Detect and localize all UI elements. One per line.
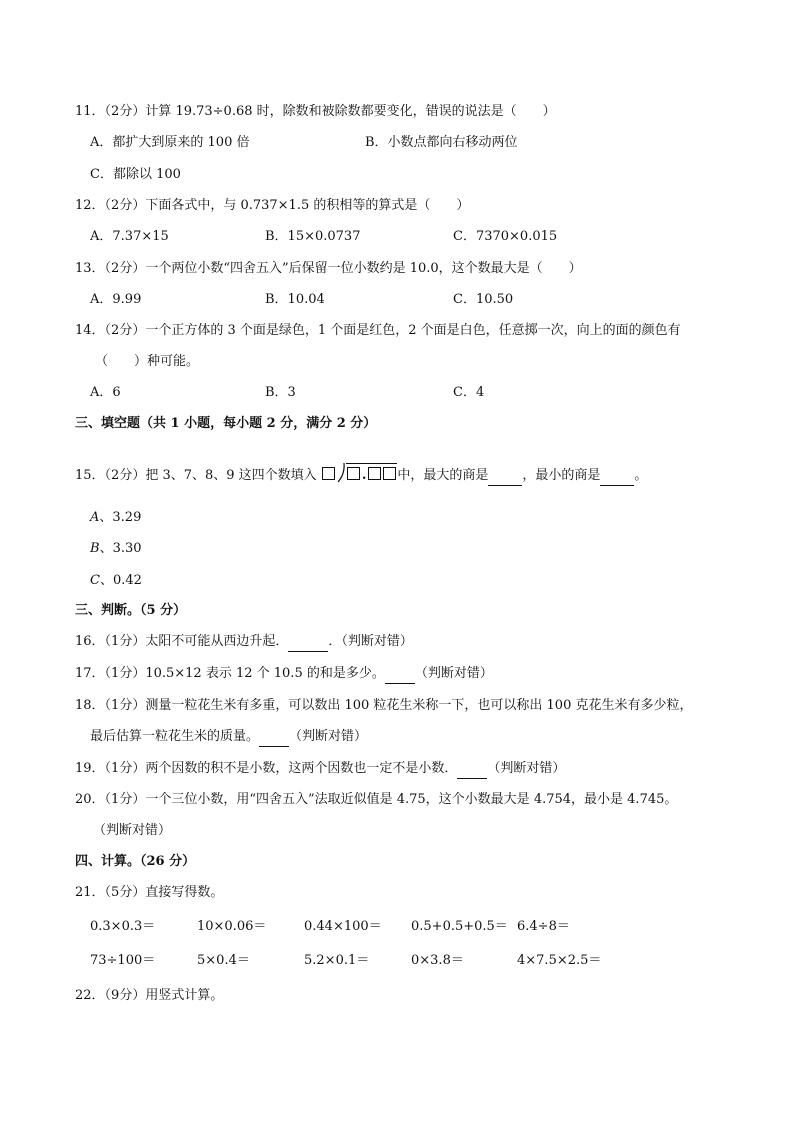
section-judge-heading: 三、判断。（5 分） (75, 603, 187, 618)
question-13-stem: 13．（2分）一个两位小数“四舍五入”后保留一位小数约是 10.0，这个数最大是（ ） (75, 261, 582, 276)
calc-item: 0×3.8＝ (411, 953, 464, 968)
question-15-suffix-3: 。 (634, 468, 648, 483)
dividend-under-vinculum (346, 463, 398, 485)
divisor-box (322, 467, 335, 480)
question-16: 16．（1分）太阳不可能从西边升起． ．（判断对错） (75, 633, 413, 652)
answer-blank-17[interactable] (385, 665, 415, 684)
answer-blank-min[interactable] (600, 467, 634, 486)
question-12-stem: 12．（2分）下面各式中，与 0.737×1.5 的积相等的算式是（ ） (75, 198, 470, 213)
answer-blank-18[interactable] (259, 728, 289, 747)
calc-item: 10×0.06＝ (197, 919, 267, 934)
decimal-point: . (361, 468, 367, 483)
question-18-continued: 最后估算一粒花生米的质量。 （判断对错） (90, 728, 367, 747)
question-15-line (75, 462, 647, 486)
calc-item: 73÷100＝ (90, 953, 156, 968)
question-19: 19．（1分）两个因数的积不是小数，这两个因数也一定不是小数． （判断对错） (75, 760, 565, 779)
question-15-suffix-1: 中，最大的商是 (397, 468, 489, 483)
question-18: 18．（1分）测量一粒花生米有多重，可以数出 100 粒花生米称一下，也可以称出 100 克花生米有多少粒， (75, 698, 693, 713)
dividend-box-1 (347, 467, 360, 480)
question-15-option-c: C、0.42 (90, 573, 142, 588)
division-bracket-icon (336, 462, 346, 484)
calc-item: 0.44×100＝ (304, 919, 382, 934)
question-14-option-c: C．4 (453, 385, 485, 400)
question-15-suffix-2: ，最小的商是 (522, 468, 601, 483)
dividend-box-2 (368, 467, 381, 480)
answer-blank-max[interactable] (488, 467, 522, 486)
question-14-option-a: A．6 (90, 385, 121, 400)
question-12-option-b: B．15×0.0737 (265, 229, 361, 244)
question-13-option-c: C．10.50 (453, 292, 514, 307)
question-11-stem: 11．（2分）计算 19.73÷0.68 时，除数和被除数都要变化，错误的说法是（ ） (75, 104, 556, 119)
question-11-option-c: C．都除以 100 (90, 167, 181, 182)
question-17: 17．（1分）10.5×12 表示 12 个 10.5 的和是多少。 （判断对错） (75, 665, 493, 684)
question-12-option-a: A．7.37×15 (90, 229, 169, 244)
question-13-option-a: A．9.99 (90, 292, 142, 307)
question-12-option-c: C．7370×0.015 (453, 229, 558, 244)
question-13-option-b: B．10.04 (265, 292, 325, 307)
answer-blank-19[interactable] (457, 760, 487, 779)
question-14-stem: 14．（2分）一个正方体的 3 个面是绿色，1 个面是红色，2 个面是白色，任意掷一次，向上的面的颜色有 (75, 323, 681, 338)
question-21-stem: 21．（5分）直接写得数。 (75, 885, 224, 900)
section-fill-in-heading: 三、填空题（共 1 小题，每小题 2 分，满分 2 分） (75, 416, 377, 431)
calc-item: 0.5+0.5+0.5＝ (411, 919, 508, 934)
question-20-continued: （判断对错） (93, 823, 172, 838)
question-15-option-b: B、3.30 (90, 541, 142, 556)
calc-item: 4×7.5×2.5＝ (517, 953, 602, 968)
dividend-box-3 (383, 467, 396, 480)
question-22-stem: 22．（9分）用竖式计算。 (75, 988, 224, 1003)
calc-item: 5×0.4＝ (197, 953, 250, 968)
question-11-option-a: A．都扩大到原来的 100 倍 (90, 135, 250, 150)
calc-item: 6.4÷8＝ (517, 919, 570, 934)
question-15-option-a: A、3.29 (90, 510, 142, 525)
question-14-option-b: B．3 (265, 385, 296, 400)
question-11-option-b: B．小数点都向右移动两位 (365, 135, 518, 150)
calc-item: 5.2×0.1＝ (304, 953, 370, 968)
answer-blank-16[interactable] (288, 633, 328, 652)
question-14-stem-continued: （ ）种可能。 (95, 354, 200, 369)
calc-item: 0.3×0.3＝ (90, 919, 156, 934)
question-20: 20．（1分）一个三位小数，用“四舍五入”法取近似值是 4.75，这个小数最大是 4.754，最小是 4.745。 (75, 792, 678, 807)
section-calc-heading: 四、计算。（26 分） (75, 854, 196, 869)
question-15-prefix: 15．（2分）把 3、7、8、9 这四个数填入 (75, 468, 317, 483)
